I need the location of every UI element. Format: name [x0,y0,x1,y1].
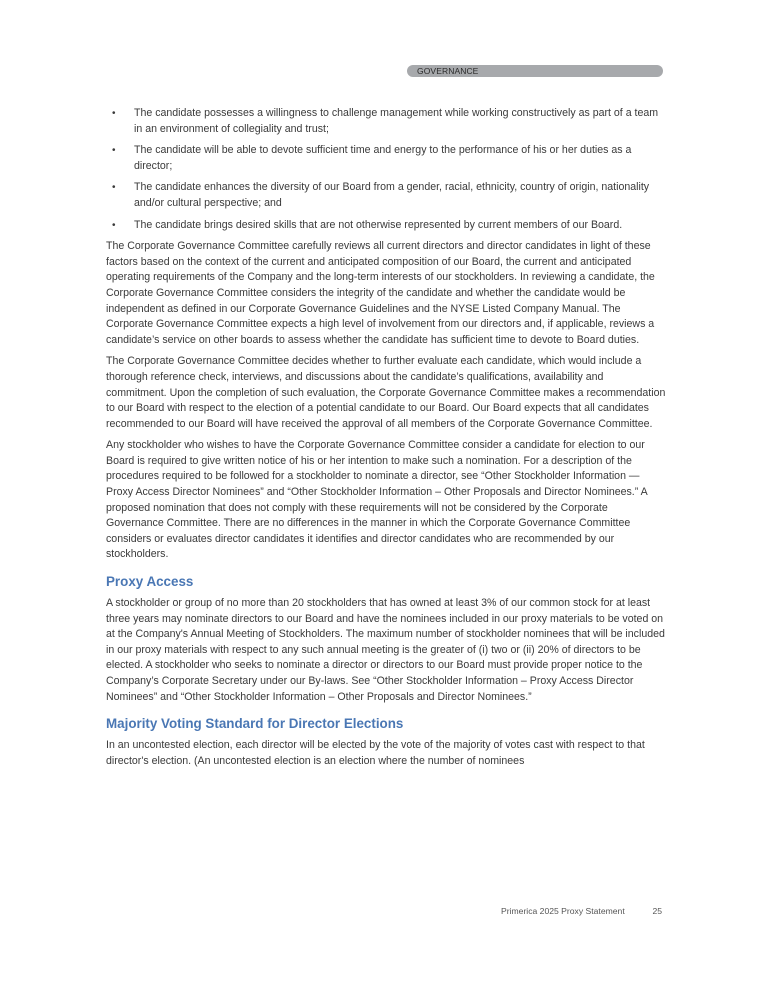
paragraph-proxy-access: A stockholder or group of no more than 20 stockholders that has owned at least 3% of our common stock for at least three years may nominate directors to our Board and have the nominees included in our proxy materials to be voted on at the Company's Annual Meeting of Stockholders. The maximum number of stockholder nominees that will be included in our proxy materials with respect to any such annual meeting is the greater of (i) two or (ii) 20% of directors to be elected. A stockholder who seeks to nominate a director or directors to our Board must provide proper notice to the Company’s Corporate Secretary under our By-laws. See “Other Stockholder Information – Proxy Access Director Nominees” and “Other Stockholder Information – Other Proposals and Director Nominees.” [106,597,665,703]
list-item: • The candidate will be able to devote sufficient time and energy to the performance of his or her duties as a director; [112,144,632,172]
candidate-criteria-list [106,106,666,233]
list-item: • The candidate enhances the diversity of our Board from a gender, racial, ethnicity, country of origin, nationality and/or cultural perspective; and [112,181,650,209]
list-item: • The candidate possesses a willingness to challenge management while working constructively as part of a team in an environment of collegiality and trust; [112,107,659,135]
page-footer [500,904,662,918]
footer-document-title: Primerica 2025 Proxy Statement [501,906,625,916]
section-header-bar [407,65,663,77]
list-item: • The candidate brings desired skills that are not otherwise represented by current members of our Board. [106,218,666,234]
bullet-icon: • [112,219,116,231]
section-label: GOVERNANCE [417,66,479,76]
heading-proxy-access: Proxy Access [106,574,194,590]
paragraph-evaluation: The Corporate Governance Committee decides whether to further evaluate each candidate, which would include a thorough reference check, interviews, and discussions about the candidate’s qualifications, availability and commitment. Upon the completion of such evaluation, the Corporate Governance Committee makes a recommendation to our Board with respect to the election of a potential candidate to our Board. Our Board expects that all candidates recommended to our Board will have received the approval of all members of the Corporate Governance Committee. [106,355,666,430]
paragraph-stockholder-nomination: Any stockholder who wishes to have the Corporate Governance Committee consider a candidate for election to our Board is required to give written notice of his or her intention to make such a nomination. For a description of the procedures required to be followed for a stockholder to nominate a director, see “Other Stockholder Information — Proxy Access Director Nominees” and “Other Stockholder Information – Other Proposals and Director Nominees.” A proposed nomination that does not comply with these requirements will not be considered by the Corporate Governance Committee. There are no differences in the manner in which the Corporate Governance Committee considers or evaluates director candidates it identifies and director candidates who are recommended by our stockholders. [106,439,648,561]
bullet-icon: • [112,182,116,194]
paragraph-majority-voting: In an uncontested election, each director will be elected by the vote of the majority of votes cast with respect to that director's election. (An uncontested election is an election where the number of nominees [106,739,645,767]
page-content [106,106,666,775]
paragraph-review-factors: The Corporate Governance Committee carefully reviews all current directors and director candidates in light of these factors based on the context of the current and anticipated composition of our Board, the current and anticipated operating requirements of the Company and the long-term interests of our stockholders. In reviewing a candidate, the Corporate Governance Committee considers the integrity of the candidate and whether the candidate would be independent as defined in our Corporate Governance Guidelines and the NYSE Listed Company Manual. The Corporate Governance Committee expects a high level of involvement from our directors and, if applicable, reviews a candidate’s service on other boards to assess whether the candidate has sufficient time to devote to Board duties. [106,240,655,346]
page-number: 25 [652,906,662,916]
heading-majority-voting: Majority Voting Standard for Director Elections [106,716,404,732]
bullet-icon: • [112,108,116,119]
bullet-icon: • [112,145,116,157]
